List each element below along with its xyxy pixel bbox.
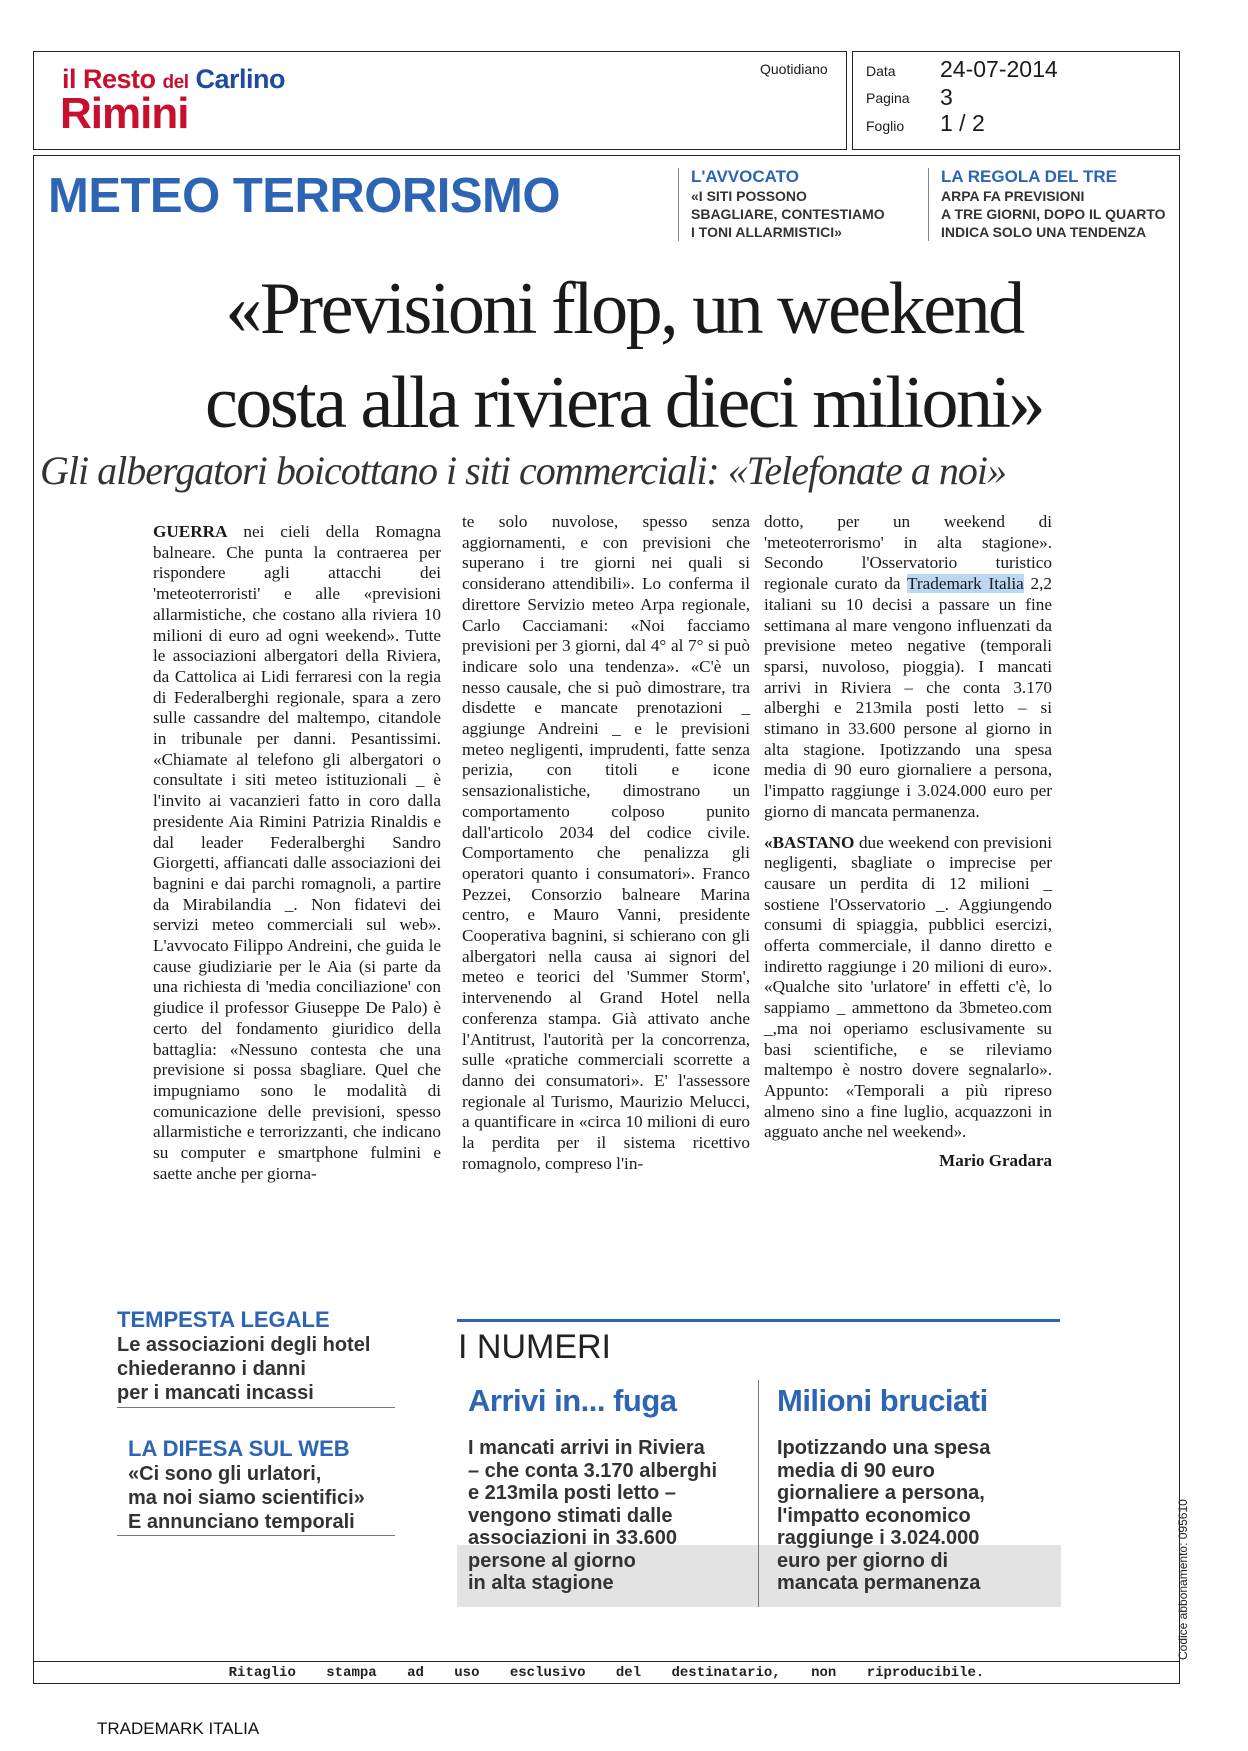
- box-title: Milioni bruciati: [777, 1383, 988, 1418]
- column-text: te solo nuvolose, spesso senza aggiornamenti, e con previsioni che superano i tre giorni nei quali si considerano attendibili». Lo conferma il direttore Servizio meteo Arpa regionale, Carlo Cacciamani: «Noi facciamo previsioni per 3 giorni, dal 4° al 7° si può indicare solo una tendenza». «C'è un nesso causale, che si può dimostrare, tra disdette e mancate prenotazioni _ aggiunge Andreini _ e le previsioni meteo negligenti, imprudenti, fatte senza perizia, con titoli e icone sensazionalistiche, dimostrano un comportamento colposo punito dall'articolo 2034 del codice civile. Comportamento che penalizza gli operatori quanto i consumatori». Franco Pezzei, Consorzio balneare Marina centro, e Mauro Vanni, presidente Cooperativa bagnini, si schierano con gli albergatori nella causa ai signori del meteo e teorici del 'Summer Storm', intervenendo al Grand Hotel nella conferenza stampa. Già attivato anche l'Antitrust, l'autorità per la concorrenza, sulle «pratiche commerciali scorrette a danno dei consumatori». E' l'assessore regionale al Turismo, Maurizio Melucci, a quantificare in «circa 10 milioni di euro la perdita per il sistema ricettivo romagnolo, compreso l'in-: [462, 512, 750, 1173]
- divider: [117, 1407, 395, 1408]
- box-title: Arrivi in... fuga: [468, 1383, 677, 1418]
- box-line: «Ci sono gli urlatori,: [128, 1463, 322, 1485]
- box-body: [777, 1437, 1062, 1595]
- author-signature: Mario Gradara: [939, 1151, 1052, 1171]
- box-line: in alta stagione: [468, 1572, 614, 1594]
- box-line: associazioni in 33.600: [468, 1527, 677, 1549]
- numeri-title: I NUMERI: [458, 1328, 611, 1366]
- article-column-1: [153, 522, 441, 1185]
- page-value: 3: [940, 84, 953, 110]
- sheet-value: 1 / 2: [940, 110, 985, 136]
- article-subheadline: Gli albergatori boicottano i siti commerciali: «Telefonate a noi»: [40, 448, 1007, 493]
- dropcap-word: GUERRA: [153, 522, 228, 541]
- column-text: due weekend con previsioni negligenti, sbagliate o imprecise per causare un perdita di 12 milioni _ sostiene l'Osservatorio _. Aggiungendo consumi di spiaggia, pubblici esercizi, offerta commerciale, il danno diretto e indiretto raggiunge i 20 milioni di euro». «Qualche sito 'urlatore' in effetti c'è, lo sappiamo _ ammettono da 3bmeteo.com _,ma noi operiamo esclusivamente su basi scientifiche, e se rileviamo maltempo è nostro dovere segnalarlo». Appunto: «Temporali a più ripreso almeno sino a fine luglio, acquazzoni in agguato anche nel weekend».: [764, 832, 1052, 1142]
- sidebar-lawyer-line: I TONI ALLARMISTICI»: [691, 224, 842, 240]
- headline-line: «Previsioni flop, un weekend: [225, 268, 1023, 350]
- numeri-rule: [457, 1319, 1060, 1322]
- article-kicker: METEO TERRORISMO: [48, 169, 560, 223]
- box-line: chiederanno i danni: [117, 1358, 306, 1380]
- box-milioni: [777, 1383, 1062, 1595]
- sidebar-lawyer-title: L'AVVOCATO: [691, 167, 799, 186]
- box-line: persone al giorno: [468, 1549, 636, 1572]
- sheet-label: Foglio: [866, 118, 905, 134]
- column-text: nei cieli della Romagna balneare. Che punta la contraerea per rispondere agli attacchi dei 'meteoterroristi' e alle «previsioni allarmistiche, che costano alla riviera 10 milioni di euro ad ogni weekend». Tutte le associazioni albergatori della Riviera, da Cattolica ai Lidi ferraresi con la regia di Federalberghi regionale, spara a zero sulle cassandre del maltempo, citandole in tribunale per danni. Pesantissimi. «Chiamate al telefono gli albergatori o consultate i siti meteo istituzionali _ è l'invito ai vacanzieri fatto in coro dalla presidente Aia Rimini Patrizia Rinaldis e dal leader Federalberghi Sandro Giorgetti, affiancati dalle associazioni dei bagnini e dai parchi romagnoli, a partire da Mirabilandia _. Non fidatevi dei servizi meteo commerciali sul web». L'avvocato Filippo Andreini, che guida le cause giudiziarie per le Aia (si parte da una richiesta di 'media conciliazione' con giudice il professor Giuseppe De Palo) è certo del fondamento giuridico della battaglia: «Nessuno contesta che una previsione si possa sbagliare. Quel che impugniamo sono le modalità di comunicazione delle previsioni, spesso allarmistiche e terrorizzanti, che indicano su computer e smartphone fulmini e saette anche per giorna-: [153, 522, 441, 1183]
- article-column-2: [462, 512, 750, 1175]
- box-line: I mancati arrivi in Riviera: [468, 1437, 705, 1459]
- box-line: raggiunge i 3.024.000: [777, 1527, 980, 1549]
- box-line: giornaliere a persona,: [777, 1482, 985, 1504]
- box-line: media di 90 euro: [777, 1459, 935, 1482]
- box-line: ma noi siamo scientifici»: [128, 1487, 365, 1509]
- box-title: TEMPESTA LEGALE: [117, 1307, 330, 1332]
- subscription-code: Codice abbonamento: 095610: [1176, 1499, 1190, 1660]
- article-headline: [40, 262, 1208, 450]
- sidebar-lawyer-line: SBAGLIARE, CONTESTIAMO: [691, 206, 885, 222]
- box-line: mancata permanenza: [777, 1572, 981, 1594]
- publication-type: Quotidiano: [760, 61, 828, 77]
- box-line: l'impatto economico: [777, 1504, 971, 1527]
- client-name: TRADEMARK ITALIA: [97, 1719, 260, 1738]
- page-label: Pagina: [866, 90, 910, 106]
- box-arrivi: [468, 1383, 753, 1595]
- numeri-separator: [758, 1380, 759, 1607]
- logo-text-del: del: [162, 72, 189, 93]
- sidebar-rule-of-three: [928, 168, 1166, 241]
- sidebar-rule-line: A TRE GIORNI, DOPO IL QUARTO: [941, 206, 1166, 222]
- box-line: e 213mila posti letto –: [468, 1482, 676, 1504]
- box-line: vengono stimati dalle: [468, 1504, 673, 1527]
- box-line: per i mancati incassi: [117, 1382, 314, 1404]
- sidebar-rule-line: ARPA FA PREVISIONI: [941, 188, 1085, 204]
- sidebar-lawyer-line: «I SITI POSSONO: [691, 188, 807, 204]
- sidebar-rule-line: INDICA SOLO UNA TENDENZA: [941, 224, 1147, 240]
- dropcap-word: «BASTANO: [764, 832, 855, 852]
- box-difesa-web: [128, 1436, 365, 1534]
- divider: [117, 1535, 395, 1536]
- box-line: Le associazioni degli hotel: [117, 1334, 371, 1356]
- sidebar-lawyer: [678, 168, 885, 241]
- sidebar-rule-title: LA REGOLA DEL TRE: [941, 167, 1117, 186]
- headline-line: costa alla riviera dieci milioni»: [204, 362, 1044, 444]
- box-body: [468, 1437, 753, 1595]
- column-text: dotto, per un weekend di 'meteoterrorismo' in alta stagione». Secondo l'Osservatorio turistico regionale curato da: [764, 512, 1052, 594]
- box-tempesta-legale: [117, 1307, 370, 1405]
- date-label: Data: [866, 63, 896, 79]
- box-title: LA DIFESA SUL WEB: [128, 1436, 350, 1461]
- box-line: Ipotizzando una spesa: [777, 1437, 991, 1459]
- column-text: 2,2 italiani su 10 decisi a passare un fine settimana al mare vengono influenzati da previsione meteo negative (temporali sparsi, nuvoloso, pioggia). I mancati arrivi in Riviera – che conta 3.170 alberghi e 213mila posti letto – si stimano in 33.600 persone al giorno in alta stagione. Ipotizzando una spesa media di 90 euro giornaliere a persona, l'impatto raggiunge i 3.024.000 euro per giorno di mancata permanenza.: [764, 574, 1053, 821]
- box-line: E annunciano temporali: [128, 1511, 355, 1533]
- box-line: euro per giorno di: [777, 1549, 949, 1572]
- article-column-3: [764, 512, 1052, 1172]
- clip-notice: Ritaglio stampa ad uso esclusivo del destinatario, non riproducibile.: [33, 1661, 1180, 1684]
- logo-edition: Rimini: [60, 89, 189, 138]
- highlighted-text: Trademark Italia: [906, 574, 1024, 594]
- logo-text-carlino: Carlino: [195, 64, 286, 94]
- box-line: – che conta 3.170 alberghi: [468, 1459, 717, 1482]
- logo-text-il-resto: il Resto: [62, 64, 156, 94]
- date-value: 24-07-2014: [940, 56, 1058, 82]
